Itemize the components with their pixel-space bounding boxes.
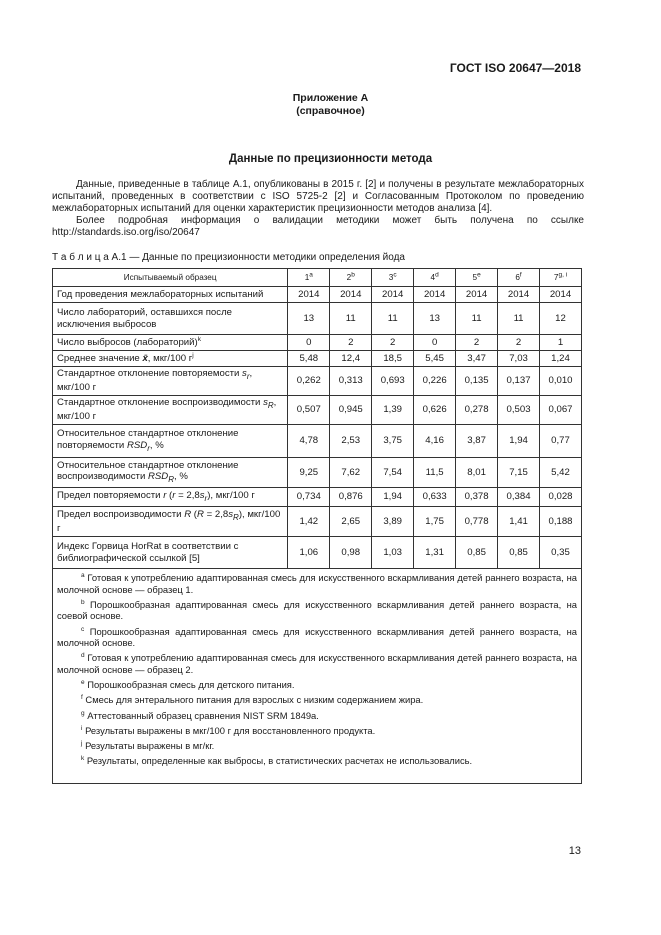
- table-row: [53, 287, 582, 303]
- footnote: $^g$ Аттестованный образец сравнения NIST SRM 1849a.: [81, 709, 319, 721]
- row-label: Относительное стандартное отклонение воспроизводимости $RSD_R$, %: [53, 458, 288, 488]
- table-cell: 0,98: [330, 537, 372, 569]
- table-header-row: [53, 269, 582, 287]
- table-cell: 2: [330, 335, 372, 351]
- footnote: $^b$ Порошкообразная адаптированная смесь для искусственного вскармливания детей раннего возраста, на соевой основе.: [57, 598, 577, 622]
- table-cell: 2: [498, 335, 540, 351]
- table-row: [53, 351, 582, 367]
- page-number: 13: [568, 845, 581, 857]
- row-label: Стандартное отклонение воспроизводимости $s_R$, мкг/100 г: [53, 396, 288, 425]
- table-cell: 3,87: [456, 425, 498, 458]
- row-label: Предел повторяемости r $(r = 2,8s_r)$, мкг/100 г: [53, 488, 288, 507]
- table-cell: 2014: [372, 287, 414, 303]
- annex-subtitle: (справочное): [296, 105, 365, 117]
- table-row: [53, 425, 582, 458]
- table-cell: 0,010: [540, 367, 582, 396]
- table-cell: 11,5: [414, 458, 456, 488]
- row-label: Стандартное отклонение повторяемости $s_r$, мкг/100 г: [53, 367, 288, 396]
- footnote: $^i$ Результаты выражены в мкг/100 г для восстановленного продукта.: [81, 724, 376, 736]
- footnote: $^e$ Порошкообразная смесь для детского питания.: [81, 679, 295, 691]
- table-cell: 1,31: [414, 537, 456, 569]
- column-header-7: 7$^{g, i}$: [540, 269, 582, 287]
- table-cell: 0,626: [414, 396, 456, 425]
- footnote: $^d$ Готовая к употреблению адаптированная смесь для искусственного вскармливания детей раннего возраста, на молочной основе — образец 2.: [57, 652, 577, 675]
- annex-heading: [0, 92, 661, 118]
- table-cell: 0,35: [540, 537, 582, 569]
- table-cell: 0,503: [498, 396, 540, 425]
- table-cell: 2014: [456, 287, 498, 303]
- row-label: Год проведения межлабораторных испытаний: [53, 287, 288, 303]
- table-cell: 8,01: [456, 458, 498, 488]
- table-cell: 1,75: [414, 507, 456, 537]
- table-cell: 0,067: [540, 396, 582, 425]
- table-cell: 0,384: [498, 488, 540, 507]
- precision-table: [52, 268, 582, 784]
- table-cell: 13: [414, 303, 456, 335]
- table-cell: 2014: [540, 287, 582, 303]
- column-header-1: 1$^a$: [288, 269, 330, 287]
- table-row: [53, 396, 582, 425]
- table-cell: 0,278: [456, 396, 498, 425]
- table-cell: 2,53: [330, 425, 372, 458]
- table-row: [53, 458, 582, 488]
- table-cell: 11: [456, 303, 498, 335]
- table-cell: 5,48: [288, 351, 330, 367]
- table-cell: 1: [540, 335, 582, 351]
- table-cell: 12: [540, 303, 582, 335]
- row-label: Число лабораторий, оставшихся после исключения выбросов: [53, 303, 288, 335]
- table-cell: 1,39: [372, 396, 414, 425]
- paragraph-1: Данные, приведенные в таблице А.1, опубликованы в 2015 г. [2] и получены в результате межлабораторных испытаний, проведенных в соответствии с ISO 5725-2 [2] и Согласованным Протоколом по проведению межлабораторных испытаний для оценки характеристик прецизионности методов анализа [4].: [52, 179, 584, 214]
- table-cell: 1,06: [288, 537, 330, 569]
- table-cell: 0,693: [372, 367, 414, 396]
- table-cell: 5,45: [414, 351, 456, 367]
- table-cell: 0,734: [288, 488, 330, 507]
- paragraph-2: Более подробная информация о валидации методики может быть получена по ссылке http://standards.iso.org/iso/20647: [52, 215, 584, 238]
- table-cell: 0,778: [456, 507, 498, 537]
- table-cell: 1,94: [372, 488, 414, 507]
- table-cell: 0: [288, 335, 330, 351]
- table-cell: 1,24: [540, 351, 582, 367]
- table-cell: 0,135: [456, 367, 498, 396]
- table-cell: 2014: [414, 287, 456, 303]
- table-cell: 0,226: [414, 367, 456, 396]
- table-cell: 2014: [498, 287, 540, 303]
- column-header-3: 3$^c$: [372, 269, 414, 287]
- table-footnotes: [53, 569, 582, 784]
- notes-row: [53, 569, 582, 784]
- table-cell: 11: [372, 303, 414, 335]
- table-cell: 2,65: [330, 507, 372, 537]
- table-row: [53, 367, 582, 396]
- footnote: $^j$ Результаты выражены в мг/кг.: [81, 739, 215, 751]
- table-cell: 0,188: [540, 507, 582, 537]
- table-cell: 1,42: [288, 507, 330, 537]
- table-cell: 2: [372, 335, 414, 351]
- table-cell: 4,78: [288, 425, 330, 458]
- table-cell: 1,94: [498, 425, 540, 458]
- intro-paragraph: [52, 179, 584, 214]
- column-header-4: 4$^d$: [414, 269, 456, 287]
- row-label: Относительное стандартное отклонение повторяемости $RSD_r$, %: [53, 425, 288, 458]
- table-cell: 1,41: [498, 507, 540, 537]
- annex-title: Приложение А: [292, 92, 369, 104]
- table-cell: 11: [498, 303, 540, 335]
- table-caption: Т а б л и ц а А.1 — Данные по прецизионности методики определения йода: [52, 252, 405, 263]
- column-header-5: 5e: [456, 269, 498, 287]
- footnote: $^c$ Порошкообразная адаптированная смесь для искусственного вскармливания детей раннего возраста, на молочной основе.: [57, 625, 577, 649]
- table-cell: 7,54: [372, 458, 414, 488]
- footnote: $^a$ Готовая к употреблению адаптированная смесь для искусственного вскармливания детей раннего возраста, на молочной основе — образец 1.: [57, 571, 577, 595]
- link-paragraph: [52, 215, 584, 239]
- column-header-6: 6$^f$: [498, 269, 540, 287]
- table-cell: 0,945: [330, 396, 372, 425]
- row-label: Предел воспроизводимости R $(R = 2,8s_R)$, мкг/100 г: [53, 507, 288, 537]
- table-row: [53, 537, 582, 569]
- table-cell: 0,633: [414, 488, 456, 507]
- table-row: [53, 488, 582, 507]
- table-cell: 5,42: [540, 458, 582, 488]
- table-cell: 4,16: [414, 425, 456, 458]
- table-cell: 18,5: [372, 351, 414, 367]
- table-cell: 2: [456, 335, 498, 351]
- row-label: Среднее значение x̄, мкг/100 $г^j$: [53, 351, 288, 367]
- table-cell: 0,313: [330, 367, 372, 396]
- table-cell: 2014: [330, 287, 372, 303]
- table-row: [53, 335, 582, 351]
- table-cell: 7,03: [498, 351, 540, 367]
- table-cell: 0,876: [330, 488, 372, 507]
- table-cell: 0,028: [540, 488, 582, 507]
- section-title: Данные по прецизионности метода: [228, 153, 433, 165]
- table-cell: 0,507: [288, 396, 330, 425]
- table-cell: 11: [330, 303, 372, 335]
- table-row: [53, 303, 582, 335]
- table-cell: 9,25: [288, 458, 330, 488]
- column-header-2: 2$^b$: [330, 269, 372, 287]
- table-cell: 0: [414, 335, 456, 351]
- table-cell: 0,137: [498, 367, 540, 396]
- standard-designation: ГОСТ ISO 20647—2018: [449, 61, 581, 75]
- table-cell: 0,378: [456, 488, 498, 507]
- table-cell: 3,75: [372, 425, 414, 458]
- row-label: Число выбросов (лабораторий)$^k$: [53, 335, 288, 351]
- table-cell: 0,262: [288, 367, 330, 396]
- header-sample-label: Испытываемый образец: [53, 269, 288, 287]
- table-cell: 13: [288, 303, 330, 335]
- table-cell: 3,89: [372, 507, 414, 537]
- footnote: $^f$ Смесь для энтерального питания для взрослых с низким содержанием жира.: [81, 694, 424, 706]
- table-row: [53, 507, 582, 537]
- row-label: Индекс Горвица HorRat в соответствии с библиографической ссылкой [5]: [53, 537, 288, 569]
- table-cell: 12,4: [330, 351, 372, 367]
- footnote: $^k$ Результаты, определенные как выбросы, в статистических расчетах не использовались.: [81, 754, 473, 767]
- table-cell: 0,85: [456, 537, 498, 569]
- table-cell: 0,85: [498, 537, 540, 569]
- table-cell: 1,03: [372, 537, 414, 569]
- table-cell: 0,77: [540, 425, 582, 458]
- table-cell: 2014: [288, 287, 330, 303]
- table-cell: 7,62: [330, 458, 372, 488]
- table-cell: 7,15: [498, 458, 540, 488]
- table-cell: 3,47: [456, 351, 498, 367]
